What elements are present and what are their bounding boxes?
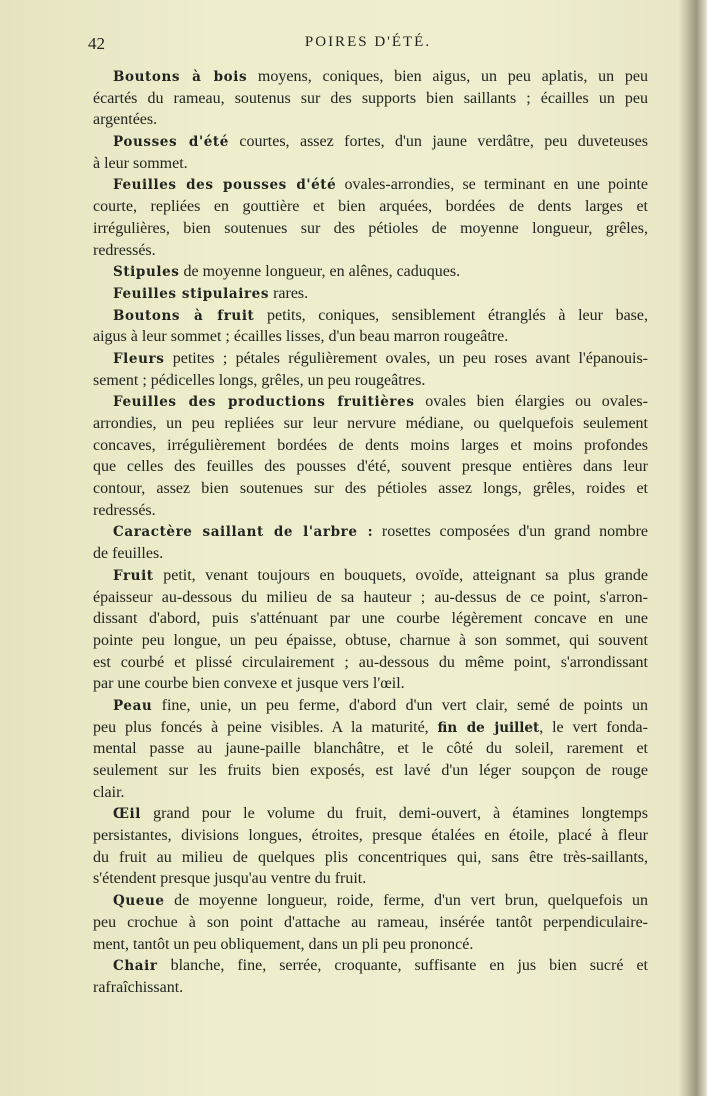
text-line <box>93 153 648 175</box>
paragraph <box>93 521 648 564</box>
paragraph <box>93 391 648 521</box>
paragraph <box>93 955 648 998</box>
text-segment: peu plus foncés à peine visibles. A la maturité, <box>93 718 438 736</box>
text-line <box>93 521 648 543</box>
paragraph <box>93 174 648 261</box>
line-text: concaves, irrégulièrement bordées de dents moins larges et moins profondes <box>93 436 648 454</box>
paragraph-lead: Feuilles des productions fruitières <box>113 394 415 411</box>
line-text: courtes, assez fortes, d'un jaune verdâtre, peu duveteuses <box>228 133 648 151</box>
text-line <box>93 413 648 435</box>
text-line <box>93 587 648 609</box>
paragraph <box>93 305 648 348</box>
text-line <box>93 218 648 240</box>
line-text: par une courbe bien convexe et jusque vers l'œil. <box>93 675 405 693</box>
line-text: clair. <box>93 783 125 801</box>
line-text: seulement sur les fruits bien exposés, est lavé d'un léger soupçon de rouge <box>93 762 648 779</box>
line-text: mental passe au jaune-paille blanchâtre, et le côté du soleil, rarement et <box>93 740 648 758</box>
text-line <box>93 912 648 934</box>
text-line <box>93 803 648 825</box>
text-line <box>93 543 648 565</box>
paragraph <box>93 803 648 890</box>
paragraph-lead: Caractère saillant de l'arbre : <box>113 524 374 541</box>
text-line <box>93 695 648 717</box>
text-line <box>93 305 648 327</box>
text-line <box>93 348 648 370</box>
text-line <box>93 196 648 218</box>
text-segment: , le vert fonda- <box>539 718 648 736</box>
paragraph-lead: Feuilles stipulaires <box>113 285 270 302</box>
text-line <box>93 847 648 869</box>
running-title: POIRES D'ÉTÉ. <box>304 34 432 50</box>
paragraph-lead: Boutons à bois <box>113 69 248 85</box>
paragraph <box>93 131 648 174</box>
line-text: blanche, fine, serrée, croquante, suffisante en jus bien sucré et <box>157 957 648 975</box>
line-text: redressés. <box>93 501 156 519</box>
line-text: du fruit au milieu de quelques plis concentriques qui, sans être très-saillants, <box>93 848 648 866</box>
paragraph-lead: Peau <box>113 697 153 714</box>
line-text: arrondies, un peu repliées sur leur nervure médiane, ou quelquefois seulement <box>93 415 648 432</box>
line-text: rafraîchissant. <box>93 978 184 996</box>
paragraph-lead: Fruit <box>113 567 154 584</box>
line-text <box>93 719 648 736</box>
text-line <box>93 717 648 739</box>
line-text: peu crochue à son point d'attache au rameau, insérée tantôt perpendiculaire- <box>93 913 648 931</box>
text-line <box>93 977 648 999</box>
line-text: petites ; pétales régulièrement ovales, un peu roses avant l'épanouis- <box>164 349 648 367</box>
text-line <box>93 673 648 695</box>
line-text: fine, unie, un peu ferme, d'abord d'un vert clair, semé de points un <box>152 696 648 714</box>
line-text: ovales bien élargies ou ovales- <box>414 393 648 411</box>
line-text: contour, assez bien soutenues sur des pétioles assez longs, grêles, roides et <box>93 480 648 498</box>
line-text: à leur sommet. <box>93 154 188 172</box>
line-text: persistantes, divisions longues, étroites, presque étalées en étoile, placé à fleur <box>93 827 648 845</box>
paragraph-lead: Œil <box>113 806 141 823</box>
paragraph <box>93 261 648 283</box>
line-text: épaisseur au-dessous du milieu de sa hauteur ; au-dessus de ce point, s'arron- <box>93 588 648 606</box>
page-number: 42 <box>88 34 105 53</box>
paragraph <box>93 565 648 695</box>
line-text: ment, tantôt un peu obliquement, dans un pli peu prononcé. <box>93 935 474 953</box>
line-text: courte, repliées en gouttière et bien arquées, bordées de dents larges et <box>93 198 648 216</box>
text-line <box>93 283 648 305</box>
paragraph <box>93 348 648 391</box>
paragraph-lead: Queue <box>113 893 165 910</box>
paragraph-lead: Fleurs <box>113 350 165 367</box>
text-line <box>93 955 648 977</box>
text-line <box>93 782 648 804</box>
text-line <box>93 934 648 956</box>
text-line <box>93 652 648 674</box>
text-line <box>93 565 648 587</box>
text-line <box>93 174 648 196</box>
line-text: grand pour le volume du fruit, demi-ouvert, à étamines longtemps <box>141 805 648 823</box>
line-text: de moyenne longueur, en alênes, caduques. <box>179 263 461 281</box>
line-text: sement ; pédicelles longs, grêles, un peu rougeâtres. <box>93 371 426 389</box>
text-line <box>93 370 648 392</box>
line-text: moyens, coniques, bien aigus, un peu aplatis, un peu <box>247 68 649 85</box>
page-header <box>88 34 648 56</box>
text-line <box>93 456 648 478</box>
text-line <box>93 326 648 348</box>
text-line <box>93 391 648 413</box>
line-text: écartés du rameau, soutenus sur des supports bien saillants ; écailles un peu <box>93 89 648 107</box>
line-text: est courbé et plissé circulairement ; au-dessous du même point, s'arrondissant <box>93 653 648 671</box>
paragraph-lead: Boutons à fruit <box>113 307 255 324</box>
text-line <box>93 738 648 760</box>
paragraph <box>93 890 648 955</box>
line-text: de feuilles. <box>93 545 164 563</box>
paragraph-lead: Chair <box>113 958 158 975</box>
paragraph-lead: Feuilles des pousses d'été <box>113 177 337 194</box>
text-line <box>93 478 648 500</box>
line-text: aigus à leur sommet ; écailles lisses, d'un beau marron rougeâtre. <box>93 328 509 346</box>
text-line <box>93 825 648 847</box>
page-body <box>93 66 648 999</box>
line-text: irrégulières, bien soutenues sur des pétioles de moyenne longueur, grêles, <box>93 219 648 237</box>
emphasis: fin de juillet <box>437 719 540 736</box>
line-text: de moyenne longueur, roide, ferme, d'un vert brun, quelquefois un <box>164 892 648 910</box>
paragraph <box>93 66 648 131</box>
line-text: ovales-arrondies, se terminant en une pointe <box>336 176 648 194</box>
line-text: petit, venant toujours en bouquets, ovoïde, atteignant sa plus grande <box>153 566 648 584</box>
text-line <box>93 608 648 630</box>
paragraph <box>93 695 648 803</box>
text-line <box>93 240 648 262</box>
line-text: argentées. <box>93 111 158 129</box>
line-text: rares. <box>269 284 309 302</box>
text-line <box>93 500 648 522</box>
paragraph-lead: Stipules <box>113 264 180 281</box>
text-line <box>93 88 648 110</box>
text-line <box>93 760 648 782</box>
text-line <box>93 66 648 88</box>
text-line <box>93 109 648 131</box>
paragraph <box>93 283 648 305</box>
line-text: petits, coniques, sensiblement étranglés à leur base, <box>254 306 648 324</box>
line-text: pointe peu longue, un peu épaisse, obtuse, charnue à son sommet, qui souvent <box>93 631 648 649</box>
text-line <box>93 630 648 652</box>
line-text: dissant d'abord, puis s'atténuant par une courbe légèrement concave en une <box>93 610 648 628</box>
text-line <box>93 890 648 912</box>
line-text: que celles des feuilles des pousses d'été, souvent presque entières dans leur <box>93 458 648 476</box>
text-line <box>93 435 648 457</box>
paragraph-lead: Pousses d'été <box>113 134 229 151</box>
line-text: s'étendent presque jusqu'au ventre du fruit. <box>93 870 367 888</box>
line-text: redressés. <box>93 241 156 259</box>
text-line <box>93 131 648 153</box>
text-line <box>93 868 648 890</box>
line-text: rosettes composées d'un grand nombre <box>373 523 649 541</box>
text-line <box>93 261 648 283</box>
